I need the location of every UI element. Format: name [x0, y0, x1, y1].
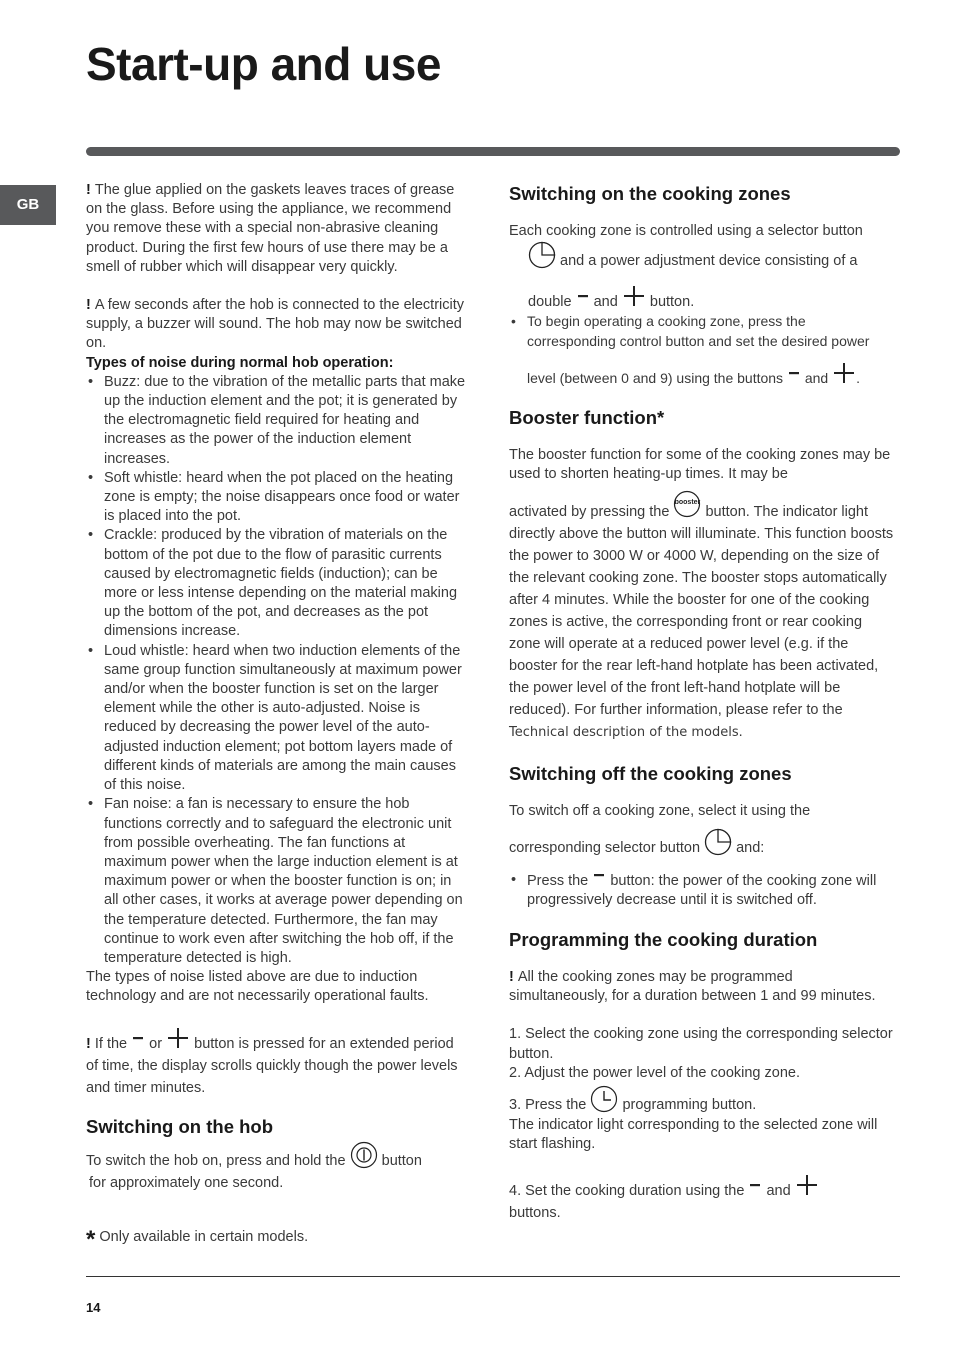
title-divider [86, 147, 900, 156]
clock-icon [590, 1085, 618, 1113]
programming-step-3-note: The indicator light corresponding to the selected zone will start flashing. [509, 1117, 878, 1153]
page-title: Start-up and use [86, 38, 441, 90]
noise-list [86, 373, 466, 968]
zones-on-list [509, 312, 894, 388]
plus-icon [795, 1173, 819, 1197]
programming-step-2: 2. Adjust the power level of the cooking zone. [509, 1064, 800, 1081]
booster-button-icon: booster [673, 490, 701, 518]
plus-icon [166, 1026, 190, 1050]
page-number: 14 [86, 1300, 101, 1315]
programming-step-1: 1. Select the cooking zone using the corresponding selector button. [509, 1026, 893, 1062]
zones-on-text-2: and a power adjustment device consisting of a [509, 241, 894, 272]
programming-warning: ! All the cooking zones may be programmed simultaneously, for a duration between 1 and 99 minutes. [509, 969, 876, 1005]
asterisk-mark: * [86, 1226, 96, 1253]
list-item: • Buzz: due to the vibration of the metallic parts that make up the induction element and the pot; it is generated by the electromagnetic field required for heating and increases as the power of the induction element increases. [104, 373, 466, 469]
zones-on-text: Each cooking zone is controlled using a selector button [509, 223, 863, 239]
right-column [509, 182, 894, 1224]
list-item: • To begin operating a cooking zone, press the corresponding control button and set the desired power level (between 0 and 9) using the buttons and . [527, 312, 894, 388]
power-button-icon [350, 1141, 378, 1169]
minus-icon [592, 871, 606, 889]
zones-off-text-2: corresponding selector button and: [509, 828, 894, 859]
list-item: • Soft whistle: heard when the pot placed on the heating zone is empty; the noise disappears once food or water is placed into the pot. [104, 469, 466, 527]
hob-on-text: To switch the hob on, press and hold the button for approximately one second. [86, 1141, 466, 1194]
warning-mark: ! [86, 1035, 95, 1052]
buzzer-warning: ! A few seconds after the hob is connected to the electricity supply, a buzzer will sound. The hob may now be switched on. [86, 297, 465, 352]
noise-note: The types of noise listed above are due to induction technology and are not necessarily operational faults. [86, 969, 429, 1005]
section-heading-hob-on: Switching on the hob [86, 1115, 274, 1137]
section-heading-programming: Programming the cooking duration [509, 929, 818, 951]
list-item: • Crackle: produced by the vibration of materials on the bottom of the pot due to the flow of parasitic currents caused by electromagnetic fields (induction); can be more or less intense depending on the material making up the bottom of the pot, and decreases as the pot dimensions increase. [104, 526, 466, 641]
footer-divider [86, 1276, 900, 1277]
booster-text-2: activated by pressing the booster button. The indicator light directly above the button will illuminate. This function boosts the power to 3000 W or 4000 W, depending on the size of the relevant cooking zone. The booster stops automatically after 4 minutes. While the booster for one of the cooking zones is active, the corresponding front or rear cooking zone will operate at a reduced power level (e.g. if the booster for the rear left-hand hotplate has been activated, the power level of the front left-hand hotplate will be reduced). For further information, please refer to the Technical description of the models. [509, 490, 894, 744]
section-heading-booster: Booster function* [509, 407, 665, 429]
section-heading-zones-on: Switching on the cooking zones [509, 183, 791, 204]
scroll-warning: ! If the or button is pressed for an extended period of time, the display scrolls quickly though the power levels and timer minutes. [86, 1026, 466, 1099]
zones-on-text-3: double and button. [509, 284, 894, 312]
left-column [86, 181, 466, 1194]
gasket-warning: ! The glue applied on the gaskets leaves traces of grease on the glass. Before using the appliance, we recommend you remove these with a special non-abrasive cleaning product. During the first few hours of use there may be a smell of rubber which will disappear very quickly. [86, 182, 455, 275]
minus-icon [131, 1034, 145, 1052]
warning-mark: ! [509, 969, 518, 986]
plus-icon [622, 284, 646, 308]
selector-button-icon [528, 241, 556, 269]
programming-step-3: 3. Press the programming button. [509, 1085, 894, 1116]
booster-text: The booster function for some of the cooking zones may be used to shorten heating-up times. It may be [509, 447, 891, 483]
warning-mark: ! [86, 297, 95, 314]
minus-icon [748, 1181, 762, 1199]
section-heading-zones-off: Switching off the cooking zones [509, 763, 792, 785]
list-item: • Loud whistle: heard when two induction elements of the same group function simultaneously at maximum power and/or when the booster function is set on the larger element while the other is auto-adjusted. Noise is reduced by decreasing the power level of the auto-adjusted induction element; pot bottom layers made of different kinds of materials are among the main causes of this noise. [104, 642, 466, 796]
minus-icon [576, 292, 590, 310]
plus-icon [832, 361, 856, 385]
programming-step-4: 4. Set the cooking duration using the and buttons. [509, 1173, 894, 1224]
noise-heading: Types of noise during normal hob operation: [86, 354, 394, 371]
list-item: • Fan noise: a fan is necessary to ensure the hob functions correctly and to safeguard the electronic unit from possible overheating. The fan functions at maximum power when the large induction element is at maximum power or when the booster function is on; in all other cases, it works at average power depending on the temperature detected. Furthermore, the fan may continue to work even after switching the hob off, if the temperature detected is high. [104, 795, 466, 968]
footnote: * Only available in certain models. [86, 1226, 309, 1253]
list-item: • Press the button: the power of the cooking zone will progressively decrease until it is switched off. [527, 871, 894, 910]
language-tab: GB [0, 185, 56, 225]
minus-icon [787, 369, 801, 387]
zones-off-list [509, 871, 894, 910]
selector-button-icon [704, 828, 732, 856]
zones-off-text: To switch off a cooking zone, select it using the [509, 803, 811, 820]
warning-mark: ! [86, 182, 95, 198]
